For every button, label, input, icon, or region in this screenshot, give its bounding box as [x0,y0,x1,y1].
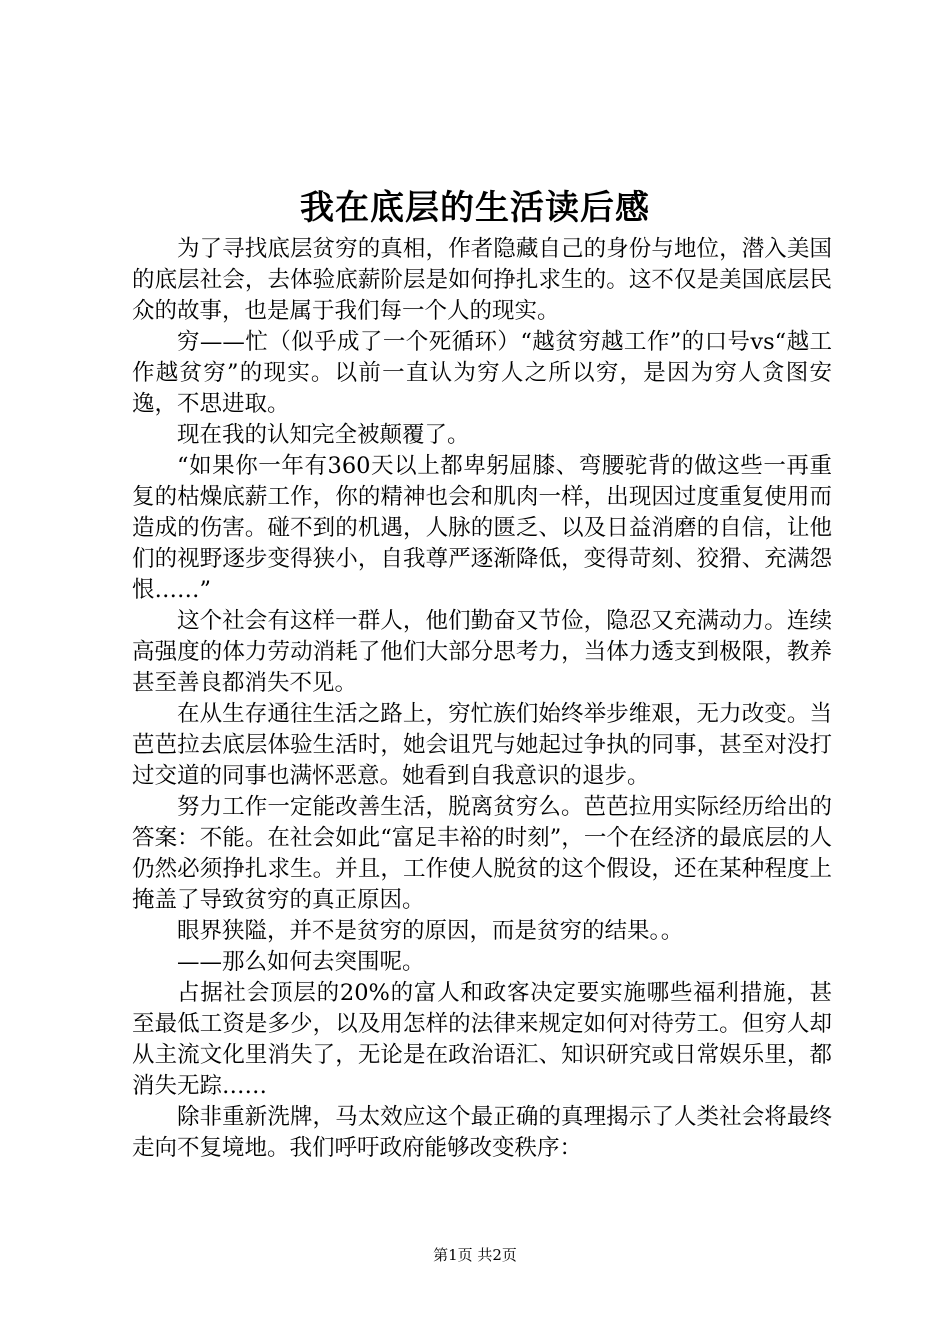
document-body [132,234,832,1164]
document-title: 我在底层的生活读后感 [300,188,650,228]
paragraph-2: 穷——忙（似乎成了一个死循环）“越贫穷越工作”的口号vs“越工作越贫穷”的现实。以前一直认为穷人之所以穷，是因为穷人贪图安逸，不思进取。 [132,329,832,417]
paragraph-6: 在从生存通往生活之路上，穷忙族们始终举步维艰，无力改变。当芭芭拉去底层体验生活时，她会诅咒与她起过争执的同事，甚至对没打过交道的同事也满怀恶意。她看到自我意识的退步。 [132,701,832,789]
paragraph-4-quote: “如果你一年有360天以上都卑躬屈膝、弯腰驼背的做这些一再重复的枯燥底薪工作，你的精神也会和肌肉一样，出现因过度重复使用而造成的伤害。碰不到的机遇，人脉的匮乏、以及日益消磨的自信，让他们的视野逐步变得狭小，自我尊严逐渐降低，变得苛刻、狡猾、充满怨恨……” [132,453,832,603]
paragraph-7: 努力工作一定能改善生活，脱离贫穷么。芭芭拉用实际经历给出的答案：不能。在社会如此“富足丰裕的时刻”，一个在经济的最底层的人仍然必须挣扎求生。并且，工作使人脱贫的这个假设，还在某种程度上掩盖了导致贫穷的真正原因。 [132,794,832,913]
page-footer: 第1页 共2页 [433,1246,517,1264]
paragraph-11: 除非重新洗牌，马太效应这个最正确的真理揭示了人类社会将最终走向不复境地。我们呼吁政府能够改变秩序： [132,1104,832,1161]
paragraph-1: 为了寻找底层贫穷的真相，作者隐藏自己的身份与地位，潜入美国的底层社会，去体验底薪阶层是如何挣扎求生的。这不仅是美国底层民众的故事，也是属于我们每一个人的现实。 [132,236,832,324]
paragraph-5: 这个社会有这样一群人，他们勤奋又节俭，隐忍又充满动力。连续高强度的体力劳动消耗了他们大部分思考力，当体力透支到极限，教养甚至善良都消失不见。 [132,608,832,696]
paragraph-10: 占据社会顶层的20%的富人和政客决定要实施哪些福利措施，甚至最低工资是多少，以及用怎样的法律来规定如何对待劳工。但穷人却从主流文化里消失了，无论是在政治语汇、知识研究或日常娱乐里，都消失无踪…… [132,980,832,1099]
paragraph-9: ——那么如何去突围呢。 [177,949,425,975]
paragraph-3: 现在我的认知完全被颠覆了。 [177,422,470,448]
paragraph-8: 眼界狭隘，并不是贫穷的原因，而是贫穷的结果。。 [177,918,684,944]
